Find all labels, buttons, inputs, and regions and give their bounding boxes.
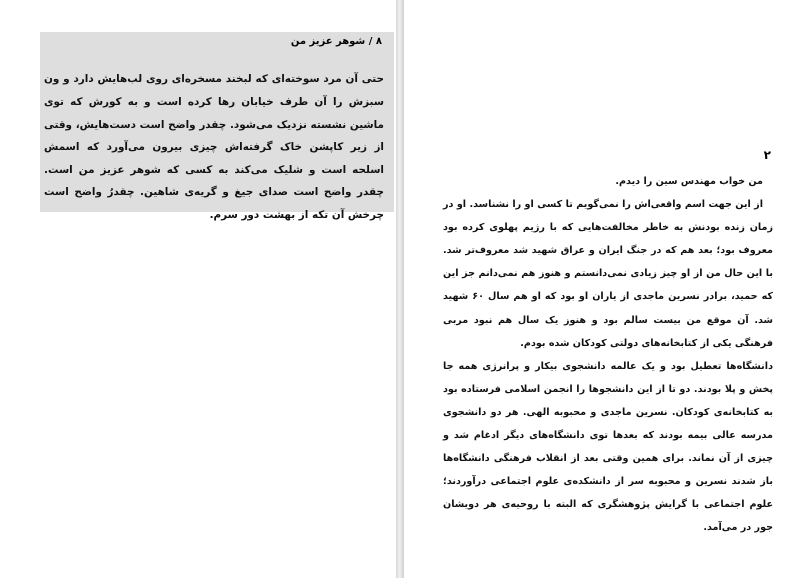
left-page (0, 0, 396, 578)
page-number: ۲ (763, 148, 771, 162)
running-header: ۸ / شوهر عزیز من (290, 36, 382, 47)
body-text (443, 170, 773, 540)
paragraph-2: از این جهت اسم واقعی‌اش را نمی‌گویم تا کسی او را نشناسد. او در زمان زنده بودنش به خاطر مخالفت‌هایی که با رژیم پهلوی کرده بود معروف بود؛ بعد هم که در جنگ ایران و عراق شهید شد معروف‌تر شد. با این حال من از او چیز زیادی نمی‌دانستم و هنوز هم نمی‌دانم جز این که حمید، برادر نسرین ماجدی از یاران او بود که او هم سال ۶۰ شهید شد. آن موقع من بیست سالم بود و هنوز یک سال هم نبود مربی فرهنگی یکی از کتابخانه‌های دولتی کودکان شده بودم. (443, 199, 773, 349)
page-gutter (396, 0, 404, 578)
highlighted-excerpt (40, 32, 394, 221)
excerpt-paragraph: حتی آن مرد سوخته‌ای که لبخند مسخره‌ای روی لب‌هایش دارد و ون سبزش را آن طرف خیابان رها کرده است و به کورش که توی ماشین نشسته نزدیک می‌شود. چقدر واضح است دست‌هایش، وقتی از زیر کاپشن خاک گرفته‌اش چیزی بیرون می‌آورد که اسمش اسلحه است و شلیک می‌کند به کسی که شوهر عزیز من است. چقدر واضح است صدای جیغ و گریه‌ی شاهین. چقدرُ واضح است چرخش آن تکه از بهشت دور سرم. (44, 73, 384, 221)
paragraph-3: دانشگاه‌ها تعطیل بود و یک عالمه دانشجوی بیکار و پرانرژی همه جا پخش و پلا بودند. دو تا از این دانشجوها را انجمن اسلامی فرستاده بود به کتابخانه‌ی کودکان. نسرین ماجدی و محبوبه الهی. هر دو دانشجوی مدرسه عالی بیمه بودند که بعدها توی دانشگاه‌های دیگر ادغام شد و چیزی از آن نماند. برای همین وقتی بعد از انقلاب فرهنگی دانشگاه‌ها باز شدند نسرین و محبوبه سر از دانشکده‌ی علوم اجتماعی درآوردند؛ علوم اجتماعی با گرایش پژوهشگری که البته با روحیه‌ی هر دویشان جور در می‌آمد. (443, 360, 773, 534)
paragraph-1: من خواب مهندس سین را دیدم. (615, 176, 763, 187)
right-page (404, 0, 801, 578)
